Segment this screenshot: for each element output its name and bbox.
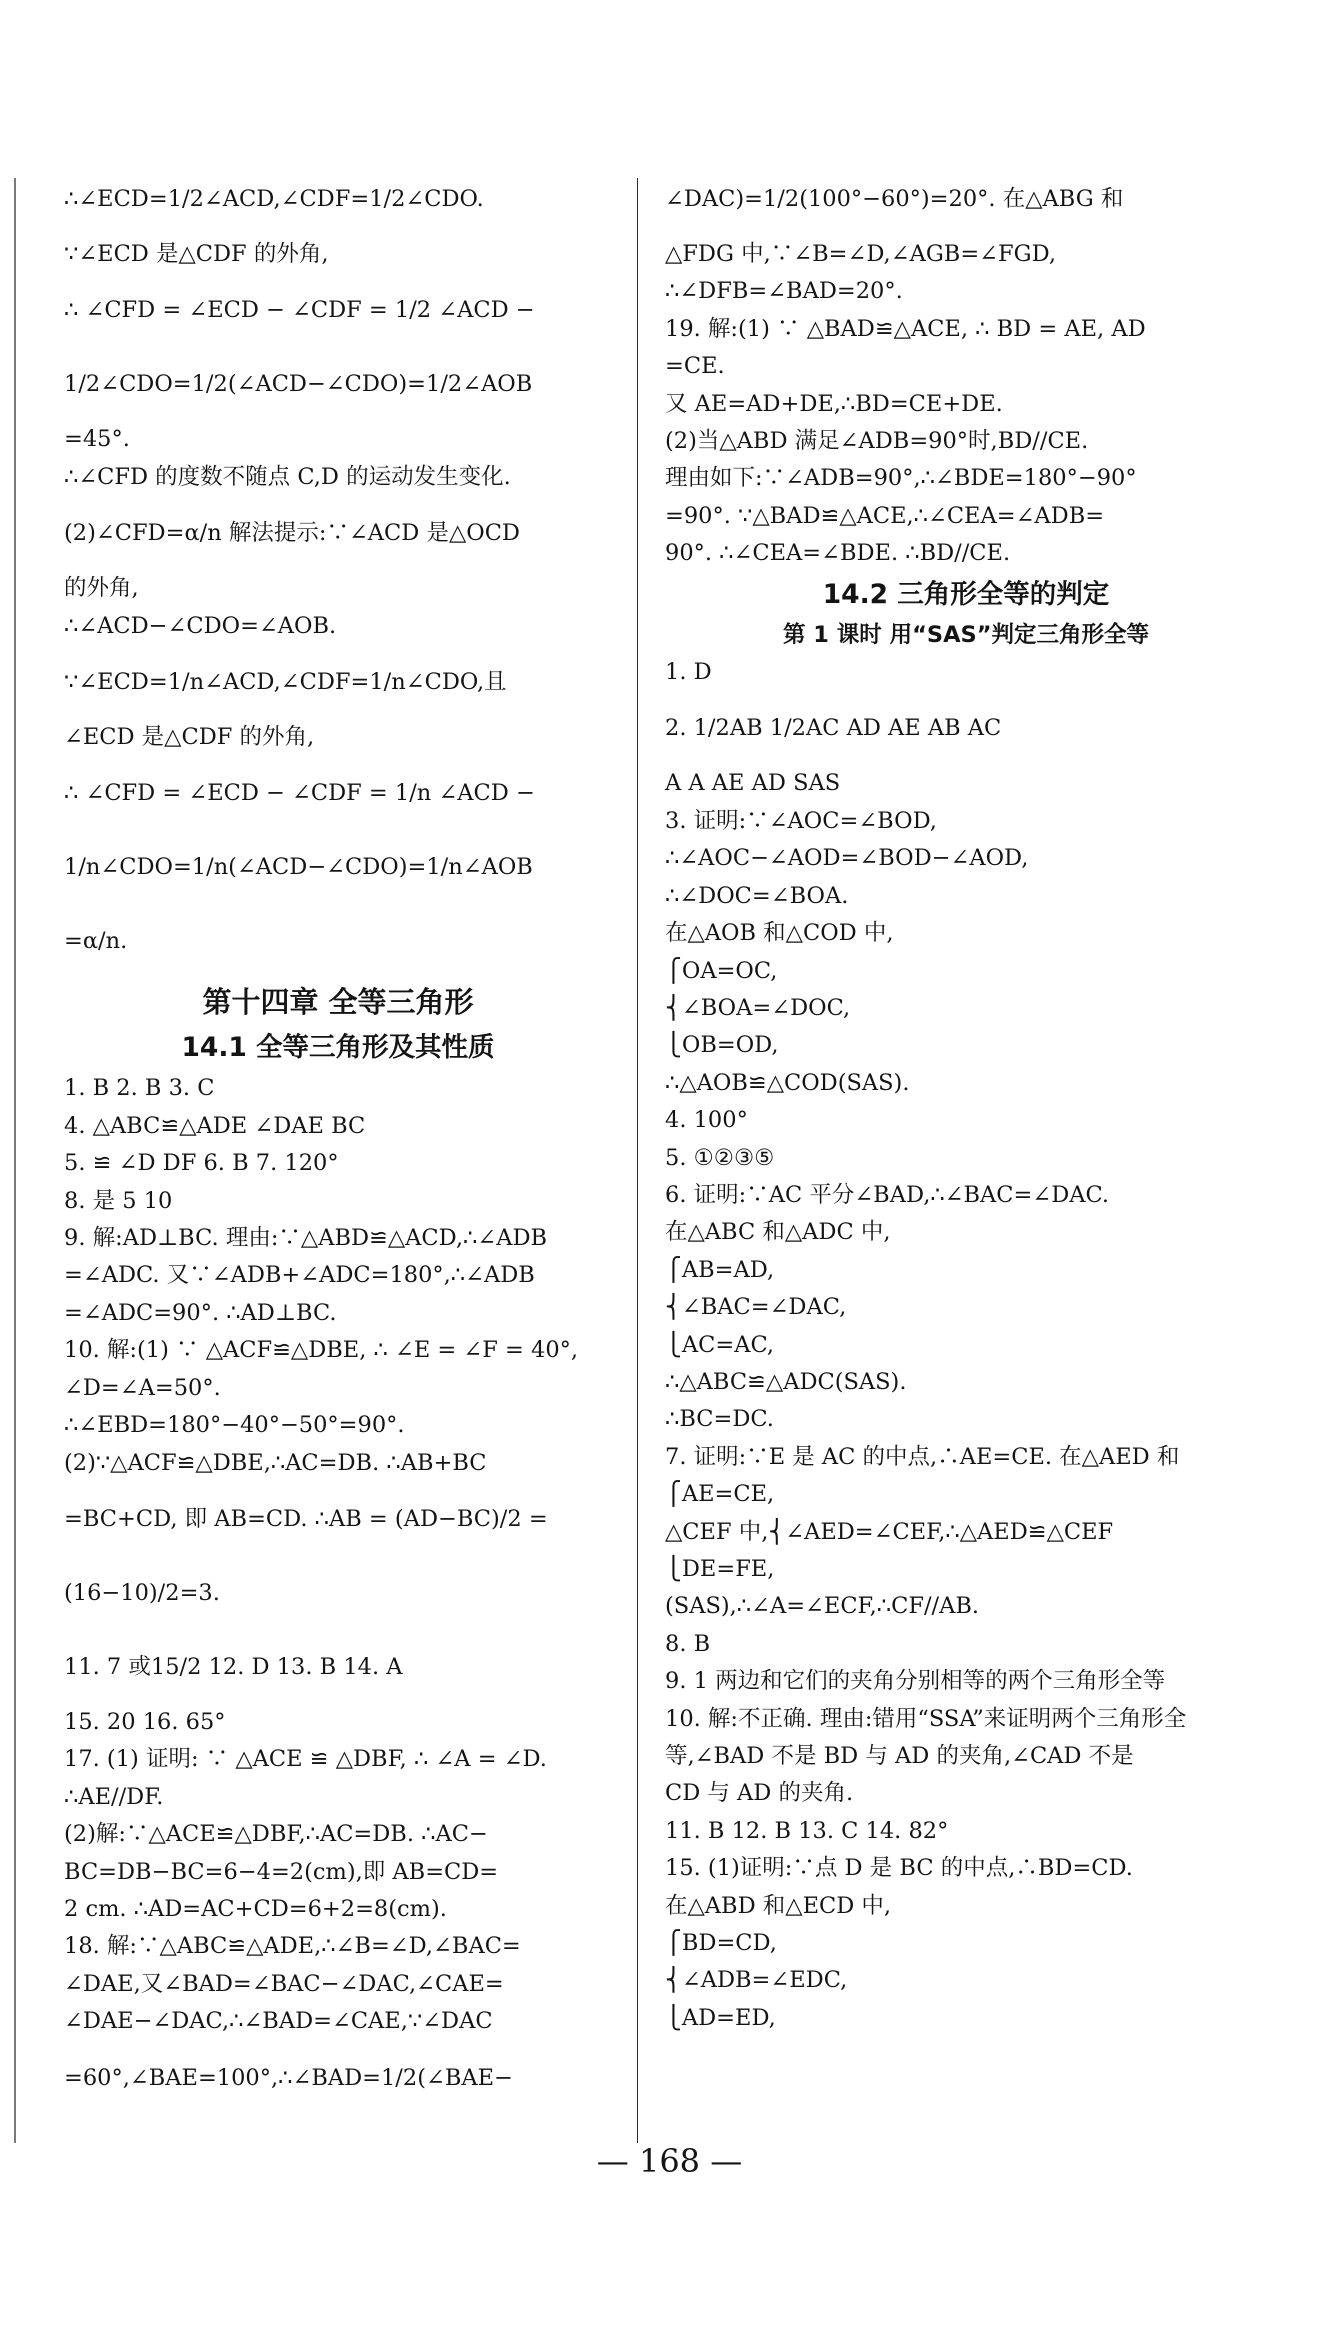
answer-line: =BC+CD, 即 AB=CD. ∴AB = (AD−BC)/2 = — [64, 1505, 548, 1532]
text-line: 又 AE=AD+DE,∴BD=CE+DE. — [665, 390, 1003, 417]
text-line: =α/n. — [64, 928, 128, 955]
text-line: =90°. ∵△BAD≌△ACE,∴∠CEA=∠ADB= — [665, 502, 1105, 529]
answer-line: ∴∠AOC−∠AOD=∠BOD−∠AOD, — [665, 845, 1029, 872]
answer-line: 6. 证明:∵AC 平分∠BAD,∴∠BAC=∠DAC. — [665, 1181, 1110, 1208]
answer-line: 5. ①②③⑤ — [665, 1144, 775, 1171]
text-line: ∴∠CFD 的度数不随点 C,D 的运动发生变化. — [64, 463, 511, 490]
answer-line: ⎧OA=OC, — [665, 957, 778, 984]
section-title: 14.1 全等三角形及其性质 — [181, 1032, 495, 1064]
text-line: (2)当△ABD 满足∠ADB=90°时,BD//CE. — [665, 428, 1089, 455]
answer-line: 11. B 12. B 13. C 14. 82° — [665, 1817, 949, 1844]
answer-line: 3. 证明:∵∠AOC=∠BOD, — [665, 807, 937, 834]
text-line: 19. 解:(1) ∵ △BAD≌△ACE, ∴ BD = AE, AD — [665, 315, 1146, 342]
answer-line: ⎨∠BOA=∠DOC, — [665, 994, 851, 1021]
answer-line: =60°,∠BAE=100°,∴∠BAD=1/2(∠BAE− — [64, 2064, 513, 2091]
answer-line: ∴∠DOC=∠BOA. — [665, 882, 849, 909]
text-line: 90°. ∴∠CEA=∠BDE. ∴BD//CE. — [665, 540, 1011, 567]
answer-line: 2. 1/2AB 1/2AC AD AE AB AC — [665, 715, 1002, 742]
answer-line: 在△AOB 和△COD 中, — [665, 920, 894, 947]
answer-line: ⎩DE=FE, — [665, 1556, 775, 1582]
answer-line: 8. B — [665, 1630, 711, 1657]
answer-line: ⎧AE=CE, — [665, 1481, 775, 1508]
text-line: ∴∠ACD−∠CDO=∠AOB. — [64, 612, 337, 639]
answer-line: 10. 解:(1) ∵ △ACF≌△DBE, ∴ ∠E = ∠F = 40°, — [64, 1337, 579, 1364]
answer-line: 5. ≌ ∠D DF 6. B 7. 120° — [64, 1150, 339, 1177]
answer-line: △CEF 中,⎨∠AED=∠CEF,∴△AED≌△CEF — [665, 1518, 1114, 1545]
answer-line: ⎩AD=ED, — [665, 2004, 776, 2031]
answer-line: 15. (1)证明:∵点 D 是 BC 的中点,∴BD=CD. — [665, 1855, 1133, 1882]
answer-line: (2)∵△ACF≌△DBE,∴AC=DB. ∴AB+BC — [64, 1449, 487, 1476]
text-line: 的外角, — [64, 575, 139, 602]
answer-line: 18. 解:∵△ABC≌△ADE,∴∠B=∠D,∠BAC= — [64, 1933, 521, 1960]
answer-line: BC=DB−BC=6−4=2(cm),即 AB=CD= — [64, 1858, 499, 1885]
answer-line: =∠ADC. 又∵∠ADB+∠ADC=180°,∴∠ADB — [64, 1262, 535, 1289]
answer-line: ∴△AOB≌△COD(SAS). — [665, 1069, 910, 1096]
answer-line: 15. 20 16. 65° — [64, 1708, 226, 1735]
answer-line: 在△ABD 和△ECD 中, — [665, 1892, 892, 1919]
page-number: — 168 — — [596, 2142, 743, 2180]
answer-line: A A AE AD SAS — [665, 770, 841, 797]
answer-line: ⎧BD=CD, — [665, 1930, 777, 1957]
text-line: (2)∠CFD=α/n 解法提示:∵∠ACD 是△OCD — [64, 520, 520, 547]
column-divider — [637, 178, 638, 2143]
answer-line: ⎨∠BAC=∠DAC, — [665, 1294, 847, 1321]
answer-line: ⎧AB=AD, — [665, 1256, 775, 1283]
answer-line: 9. 解:AD⊥BC. 理由:∵△ABD≌△ACD,∴∠ADB — [64, 1225, 548, 1252]
answer-line: 11. 7 或15/2 12. D 13. B 14. A — [64, 1653, 403, 1680]
answer-line: 4. 100° — [665, 1107, 748, 1134]
answer-line: 4. △ABC≌△ADE ∠DAE BC — [64, 1112, 366, 1139]
answer-line: ∴△ABC≌△ADC(SAS). — [665, 1368, 907, 1395]
text-line: 理由如下:∵∠ADB=90°,∴∠BDE=180°−90° — [665, 465, 1137, 492]
answer-line: 9. 1 两边和它们的夹角分别相等的两个三角形全等 — [665, 1668, 1166, 1695]
text-line: ∴ ∠CFD = ∠ECD − ∠CDF = 1/n ∠ACD − — [64, 780, 535, 807]
text-line: 1/2∠CDO=1/2(∠ACD−∠CDO)=1/2∠AOB — [64, 371, 533, 398]
answer-line: ⎨∠ADB=∠EDC, — [665, 1967, 848, 1994]
answer-line: ∴BC=DC. — [665, 1406, 774, 1433]
answer-line: 1. D — [665, 659, 712, 686]
answer-line: ∠D=∠A=50°. — [64, 1374, 221, 1401]
text-line: ∴∠DFB=∠BAD=20°. — [665, 278, 903, 305]
right-column — [665, 162, 1267, 2037]
text-line: ∴ ∠CFD = ∠ECD − ∠CDF = 1/2 ∠ACD − — [64, 297, 535, 324]
answer-line: =∠ADC=90°. ∴AD⊥BC. — [64, 1299, 337, 1326]
text-line: =45°. — [64, 426, 130, 453]
binding-edge-line — [14, 178, 16, 2143]
answer-line: ⎩AC=AC, — [665, 1331, 775, 1358]
answer-line: 等,∠BAD 不是 BD 与 AD 的夹角,∠CAD 不是 — [665, 1743, 1134, 1770]
text-line: 1/n∠CDO=1/n(∠ACD−∠CDO)=1/n∠AOB — [64, 854, 533, 881]
text-line: ∵∠ECD=1/n∠ACD,∠CDF=1/n∠CDO,且 — [64, 669, 507, 696]
answer-line: CD 与 AD 的夹角. — [665, 1780, 854, 1807]
text-line: ∠ECD 是△CDF 的外角, — [64, 724, 315, 751]
section-title: 14.2 三角形全等的判定 — [822, 578, 1110, 610]
answer-line: ⎩OB=OD, — [665, 1032, 779, 1059]
answer-line: 8. 是 5 10 — [64, 1187, 173, 1214]
answer-line: (2)解:∵△ACE≌△DBF,∴AC=DB. ∴AC− — [64, 1821, 488, 1848]
lesson-title: 第 1 课时 用“SAS”判定三角形全等 — [782, 621, 1150, 648]
answer-line: 1. B 2. B 3. C — [64, 1075, 215, 1102]
answer-line: ∠DAE−∠DAC,∴∠BAD=∠CAE,∵∠DAC — [64, 2008, 493, 2035]
answer-line: 17. (1) 证明: ∵ △ACE ≌ △DBF, ∴ ∠A = ∠D. — [64, 1746, 547, 1773]
answer-line: ∴∠EBD=180°−40°−50°=90°. — [64, 1412, 405, 1439]
text-line: =CE. — [665, 353, 725, 380]
text-line: ∵∠ECD 是△CDF 的外角, — [64, 241, 329, 267]
answer-line: ∠DAE,又∠BAD=∠BAC−∠DAC,∠CAE= — [64, 1970, 504, 1997]
text-line: ∠DAC)=1/2(100°−60°)=20°. 在△ABG 和 — [665, 186, 1124, 212]
answer-line: 10. 解:不正确. 理由:错用“SSA”来证明两个三角形全 — [665, 1705, 1187, 1732]
chapter-title: 第十四章 全等三角形 — [202, 985, 474, 1020]
left-column — [64, 162, 612, 2115]
answer-line: (SAS),∴∠A=∠ECF,∴CF//AB. — [665, 1593, 980, 1620]
answer-line: 在△ABC 和△ADC 中, — [665, 1219, 891, 1246]
text-line: △FDG 中,∵∠B=∠D,∠AGB=∠FGD, — [665, 241, 1057, 267]
text-line: ∴∠ECD=1/2∠ACD,∠CDF=1/2∠CDO. — [64, 186, 484, 212]
answer-line: ∴AE//DF. — [64, 1783, 164, 1810]
answer-line: 2 cm. ∴AD=AC+CD=6+2=8(cm). — [64, 1895, 447, 1922]
answer-line: 7. 证明:∵E 是 AC 的中点,∴AE=CE. 在△AED 和 — [665, 1443, 1180, 1470]
answer-line: (16−10)/2=3. — [64, 1579, 220, 1606]
